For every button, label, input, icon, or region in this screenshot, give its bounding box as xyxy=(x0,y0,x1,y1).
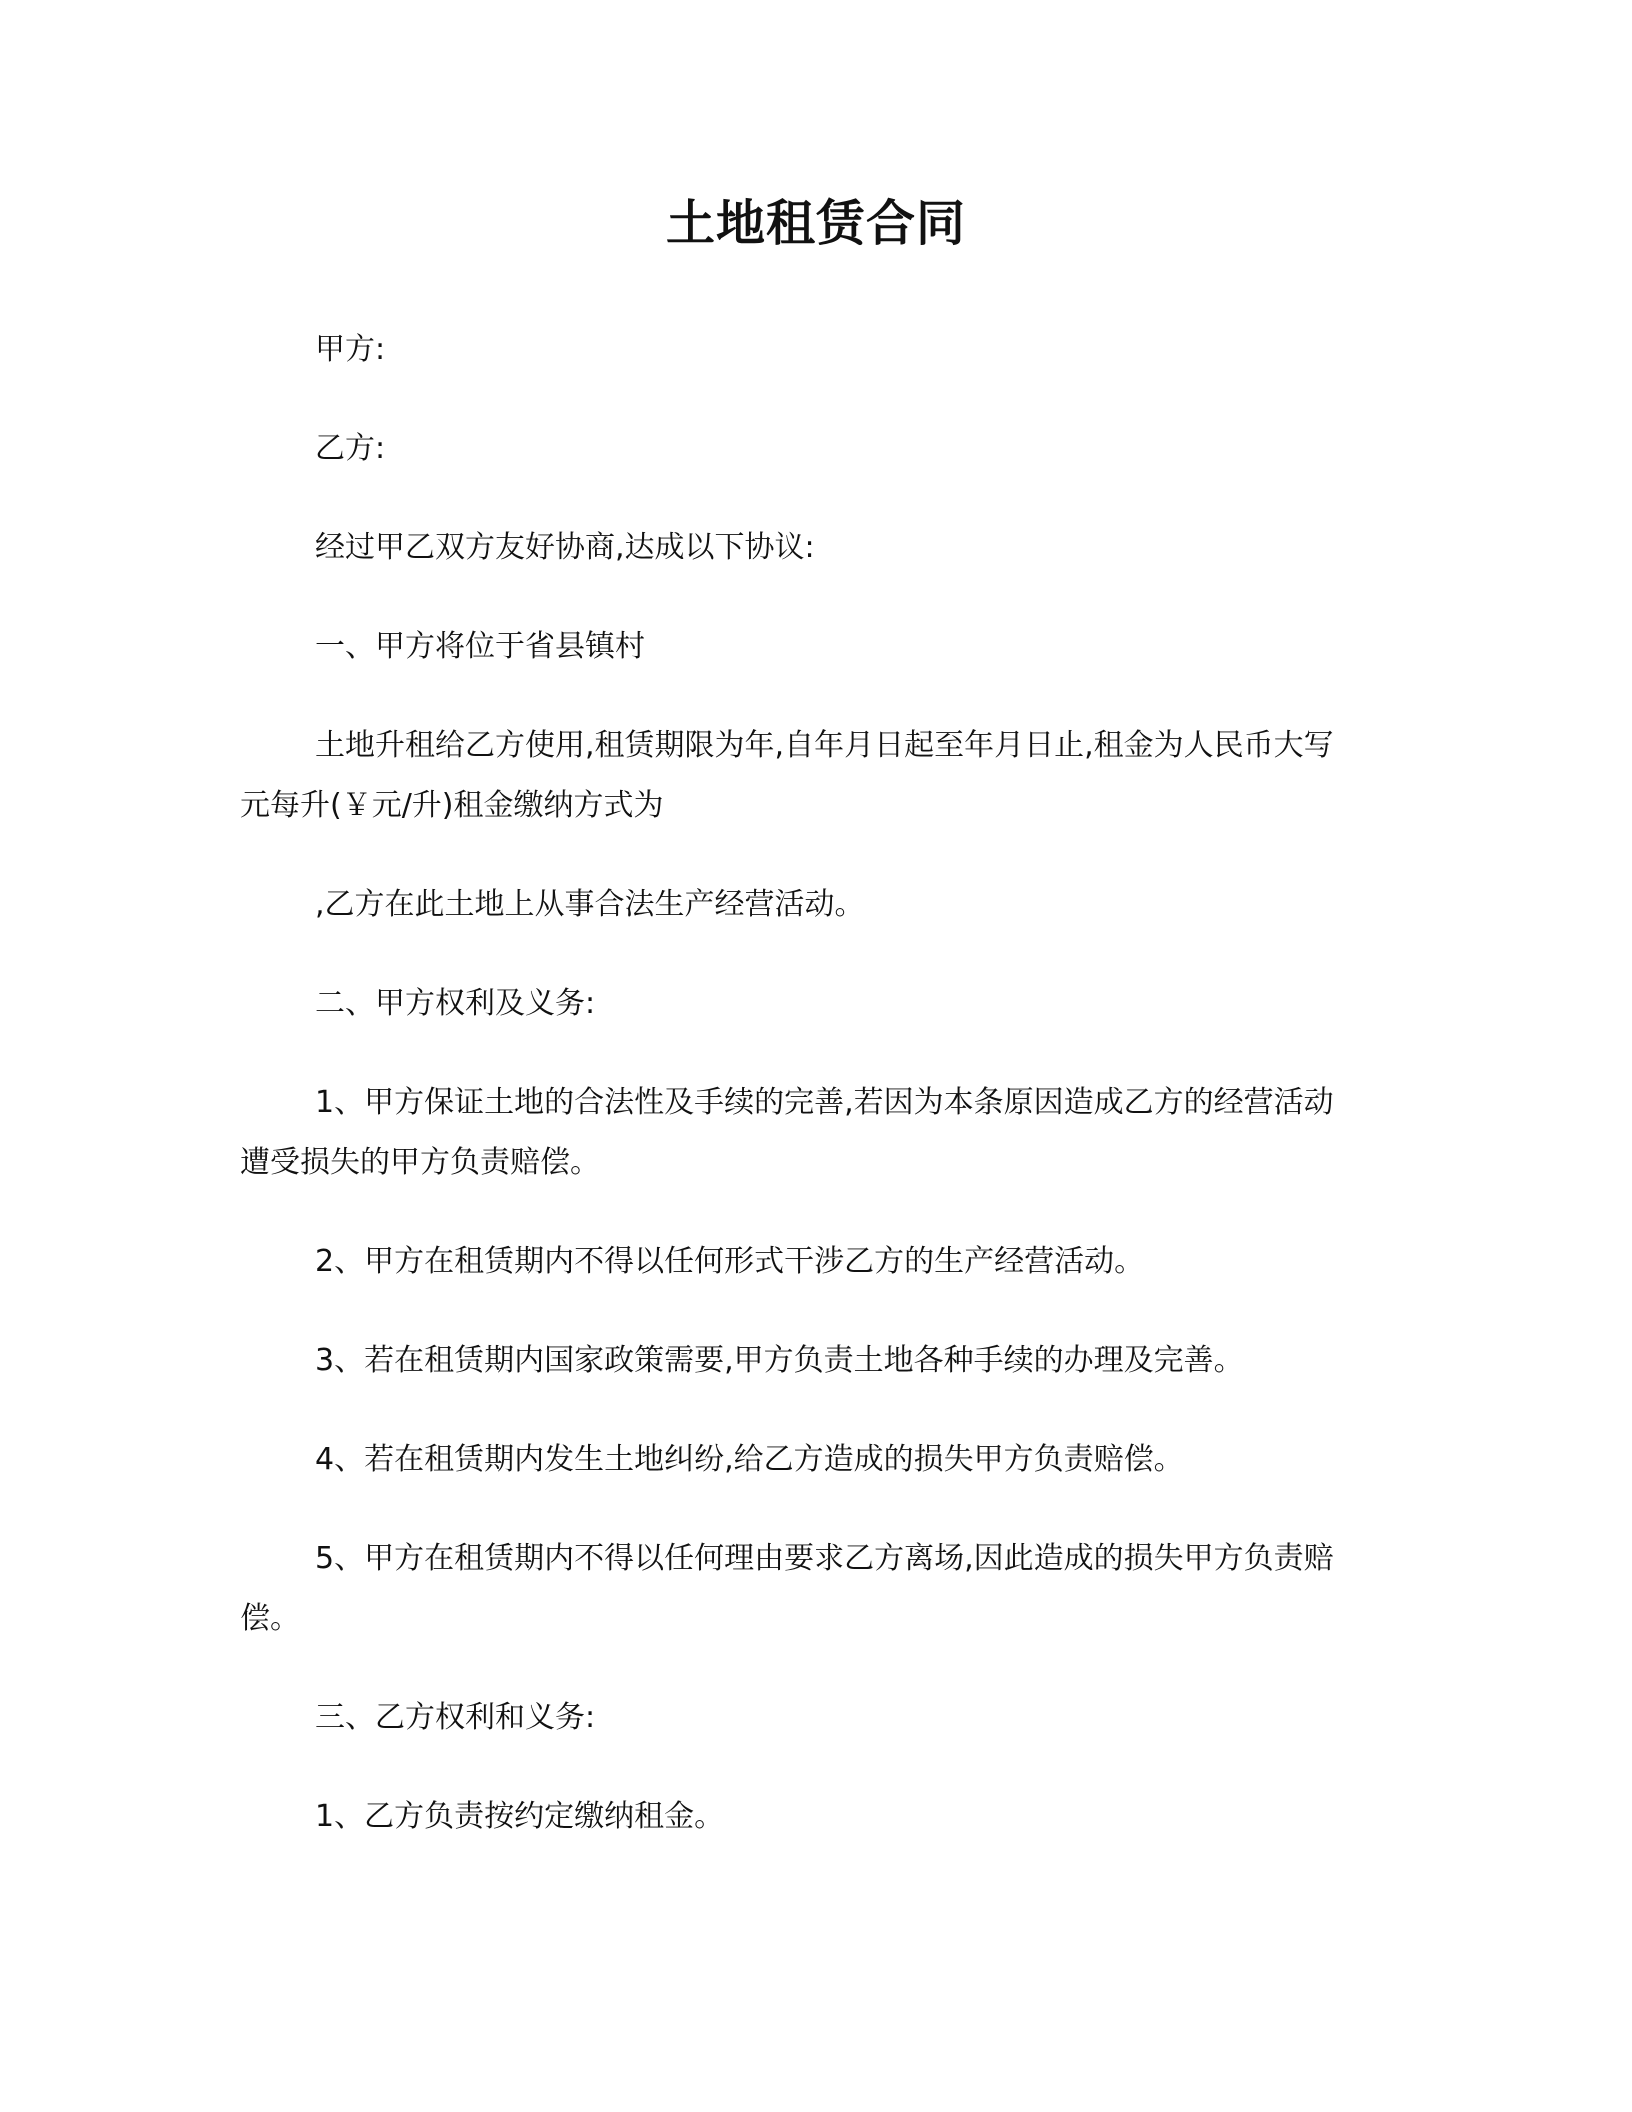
agreement-intro: 经过甲乙双方友好协商,达成以下协议: xyxy=(315,530,815,565)
section-1-heading: 一、甲方将位于省县镇村 xyxy=(315,629,645,664)
lease-purpose-paragraph: ,乙方在此土地上从事合法生产经营活动。 xyxy=(315,887,865,922)
party-a-clause-2: 2、甲方在租赁期内不得以任何形式干涉乙方的生产经营活动。 xyxy=(315,1244,1145,1279)
document-title: 土地租赁合同 xyxy=(665,195,966,252)
document-body xyxy=(240,320,1360,1886)
section-3-heading: 三、乙方权利和义务: xyxy=(315,1700,596,1735)
party-b-line: 乙方: xyxy=(315,431,386,466)
party-a-line: 甲方: xyxy=(315,332,386,367)
section-2-heading: 二、甲方权利及义务: xyxy=(315,986,596,1021)
party-b-clause-1: 1、乙方负责按约定缴纳租金。 xyxy=(315,1799,725,1834)
party-a-clause-1: 1、甲方保证土地的合法性及手续的完善,若因为本条原因造成乙方的经营活动遭受损失的甲方负责赔偿。 xyxy=(240,1085,1334,1180)
lease-terms-paragraph: 土地升租给乙方使用,租赁期限为年,自年月日起至年月日止,租金为人民币大写元每升(￥元/升)租金缴纳方式为 xyxy=(240,728,1334,823)
party-a-clause-4: 4、若在租赁期内发生土地纠纷,给乙方造成的损失甲方负责赔偿。 xyxy=(315,1442,1184,1477)
party-a-clause-3: 3、若在租赁期内国家政策需要,甲方负责土地各种手续的办理及完善。 xyxy=(315,1343,1244,1378)
party-a-clause-5: 5、甲方在租赁期内不得以任何理由要求乙方离场,因此造成的损失甲方负责赔偿。 xyxy=(240,1541,1334,1636)
